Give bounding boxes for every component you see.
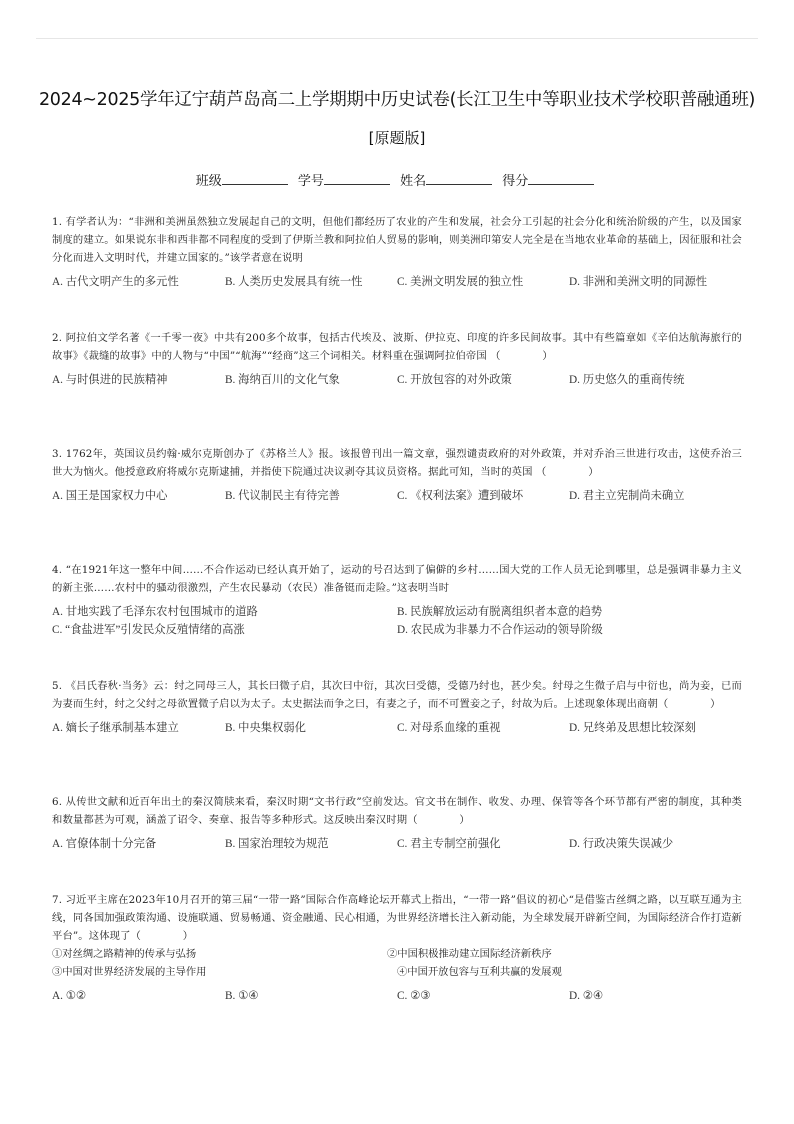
options <box>52 487 742 505</box>
question-text: 有学者认为：“非洲和美洲虽然独立发展起自己的文明，但他们都经历了农业的产生和发展，社会分工引起的社会分化和统治阶级的产生，以及国家制度的建立。如果说东非和西非都不同程度的受到了伊斯兰教和阿拉伯人贸易的影响，则美洲印第安人完全是在当地农业革命的基础上，因征服和社会分化而进入文明时代，并建立国家的。”该学者意在说明 <box>52 216 742 264</box>
option-d[interactable]: D. ②④ <box>569 990 604 1002</box>
question-7 <box>52 891 742 1005</box>
exam-subtitle: [原题版] <box>368 129 426 147</box>
statement-1: ①对丝绸之路精神的传承与弘扬 <box>52 948 197 960</box>
option-d[interactable]: D. 兄终弟及思想比较深刻 <box>569 722 696 734</box>
question-number: 5. <box>52 680 63 692</box>
question-text: 1762年，英国议员约翰·威尔克斯创办了《苏格兰人》报。该报曾刊出一篇文章，强烈谴责政府的对外政策，并对乔治三世进行攻击，这使乔治三世大为恼火。他授意政府将威尔克斯逮捕，并指使下院通过决议剥夺其议员资格。据此可知，当时的英国 （ ） <box>52 448 742 478</box>
statement-4: ④中国开放包容与互利共赢的发展观 <box>397 966 562 978</box>
question-text: 阿拉伯文学名著《一千零一夜》中共有200多个故事，包括古代埃及、波斯、伊拉克、印度的许多民间故事。其中有些篇章如《辛伯达航海旅行的故事》《裁缝的故事》中的人物与“中国”“航海”“经商”这三个词相关。材料重在强调阿拉伯帝国 （ ） <box>52 332 742 362</box>
question-text: 《吕氏春秋·当务》云：纣之同母三人，其长曰微子启，其次曰中衍，其次曰受德，受德乃纣也，甚少矣。纣母之生微子启与中衍也，尚为妾，已而为妻而生纣，纣之父纣之母欲置微子启以为太子。太史据法而争之曰，有妻之子，而不可置妾之子，纣故为后。上述现象体现出商朝（ ） <box>52 680 742 710</box>
question-4 <box>52 561 742 639</box>
option-c[interactable]: C. 美洲文明发展的独立性 <box>397 276 524 288</box>
question-number: 6. <box>52 796 63 808</box>
option-c[interactable]: C. ②③ <box>397 990 431 1002</box>
student-info-line <box>0 172 794 191</box>
question-6 <box>52 793 742 853</box>
option-a[interactable]: A. 与时俱进的民族精神 <box>52 374 168 386</box>
option-a[interactable]: A. 官僚体制十分完备 <box>52 838 157 850</box>
option-c[interactable]: C. “食盐进军”引发民众反殖情绪的高涨 <box>52 624 245 636</box>
student-id-field <box>298 172 394 191</box>
score-label: 得分 <box>502 174 529 189</box>
class-blank[interactable] <box>222 172 288 185</box>
student-id-blank[interactable] <box>324 172 390 185</box>
question-stem <box>52 445 742 481</box>
option-b[interactable]: B. 民族解放运动有脱离组织者本意的趋势 <box>397 606 603 618</box>
question-stem <box>52 677 742 713</box>
score-blank[interactable] <box>528 172 594 185</box>
question-3 <box>52 445 742 505</box>
options <box>52 719 742 737</box>
question-text: 习近平主席在2023年10月召开的第三届“一带一路”国际合作高峰论坛开幕式上指出，“一带一路”倡议的初心“是借鉴古丝绸之路，以互联互通为主线，同各国加强政策沟通、设施联通、贸易畅通、资金融通、民心相通，为世界经济增长注入新动能，为全球发展开辟新空间，为国际经济合作打造新平台”。这体现了（ ） <box>52 894 742 942</box>
statement-2: ②中国积极推动建立国际经济新秩序 <box>387 948 552 960</box>
options <box>52 371 742 389</box>
question-stem <box>52 793 742 829</box>
option-c[interactable]: C. 君主专制空前强化 <box>397 838 501 850</box>
options <box>52 835 742 853</box>
question-1 <box>52 213 742 291</box>
option-b[interactable]: B. ①④ <box>225 990 259 1002</box>
question-number: 2. <box>52 332 63 344</box>
class-field <box>196 172 292 191</box>
option-d[interactable]: D. 君主立宪制尚未确立 <box>569 490 685 502</box>
option-d[interactable]: D. 农民成为非暴力不合作运动的领导阶级 <box>397 624 603 636</box>
option-d[interactable]: D. 行政决策失误减少 <box>569 838 674 850</box>
options <box>52 273 742 291</box>
question-number: 3. <box>52 448 63 460</box>
question-number: 4. <box>52 564 63 576</box>
question-text: “在1921年这一整年中间……不合作运动已经认真开始了，运动的号召达到了偏僻的乡村……国大党的工作人员无论到哪里，总是强调非暴力主义的新主张……农村中的骚动很激烈，产生农民暴动（农民）准备铤而走险。”这表明当时 <box>52 564 742 594</box>
option-d[interactable]: D. 非洲和美洲文明的同源性 <box>569 276 708 288</box>
option-a[interactable]: A. 嫡长子继承制基本建立 <box>52 722 179 734</box>
statement-3: ③中国对世界经济发展的主导作用 <box>52 966 207 978</box>
option-c[interactable]: C. 《权利法案》遭到破坏 <box>397 490 524 502</box>
question-number: 7. <box>52 894 63 906</box>
options <box>52 603 742 639</box>
option-b[interactable]: B. 代议制民主有待完善 <box>225 490 340 502</box>
option-c[interactable]: C. 对母系血缘的重视 <box>397 722 501 734</box>
question-stem <box>52 329 742 365</box>
question-stem <box>52 561 742 597</box>
score-field <box>502 172 598 191</box>
question-number: 1. <box>52 216 63 228</box>
option-b[interactable]: B. 国家治理较为规范 <box>225 838 329 850</box>
option-a[interactable]: A. ①② <box>52 990 87 1002</box>
name-field <box>400 172 496 191</box>
question-text: 从传世文献和近百年出土的秦汉简牍来看，秦汉时期“文书行政”空前发达。官文书在制作、收发、办理、保管等各个环节都有严密的制度，其种类和数量都甚为可观，涵盖了诏令、奏章、报告等多种形式。这反映出秦汉时期（ ） <box>52 796 742 826</box>
question-5 <box>52 677 742 737</box>
question-stem <box>52 891 742 945</box>
option-c[interactable]: C. 开放包容的对外政策 <box>397 374 512 386</box>
option-a[interactable]: A. 国王是国家权力中心 <box>52 490 168 502</box>
top-divider <box>36 38 758 39</box>
option-b[interactable]: B. 海纳百川的文化气象 <box>225 374 340 386</box>
option-b[interactable]: B. 中央集权弱化 <box>225 722 306 734</box>
class-label: 班级 <box>195 174 222 189</box>
question-stem <box>52 213 742 267</box>
options <box>52 987 742 1005</box>
option-d[interactable]: D. 历史悠久的重商传统 <box>569 374 685 386</box>
student-id-label: 学号 <box>297 174 324 189</box>
exam-title: 2024~2025学年辽宁葫芦岛高二上学期期中历史试卷(长江卫生中等职业技术学校职普融通班) <box>38 90 756 110</box>
name-label: 姓名 <box>400 174 427 189</box>
option-a[interactable]: A. 古代文明产生的多元性 <box>52 276 179 288</box>
statement-list <box>52 945 742 981</box>
question-2 <box>52 329 742 389</box>
option-b[interactable]: B. 人类历史发展具有统一性 <box>225 276 363 288</box>
name-blank[interactable] <box>426 172 492 185</box>
option-a[interactable]: A. 甘地实践了毛泽东农村包围城市的道路 <box>52 606 258 618</box>
